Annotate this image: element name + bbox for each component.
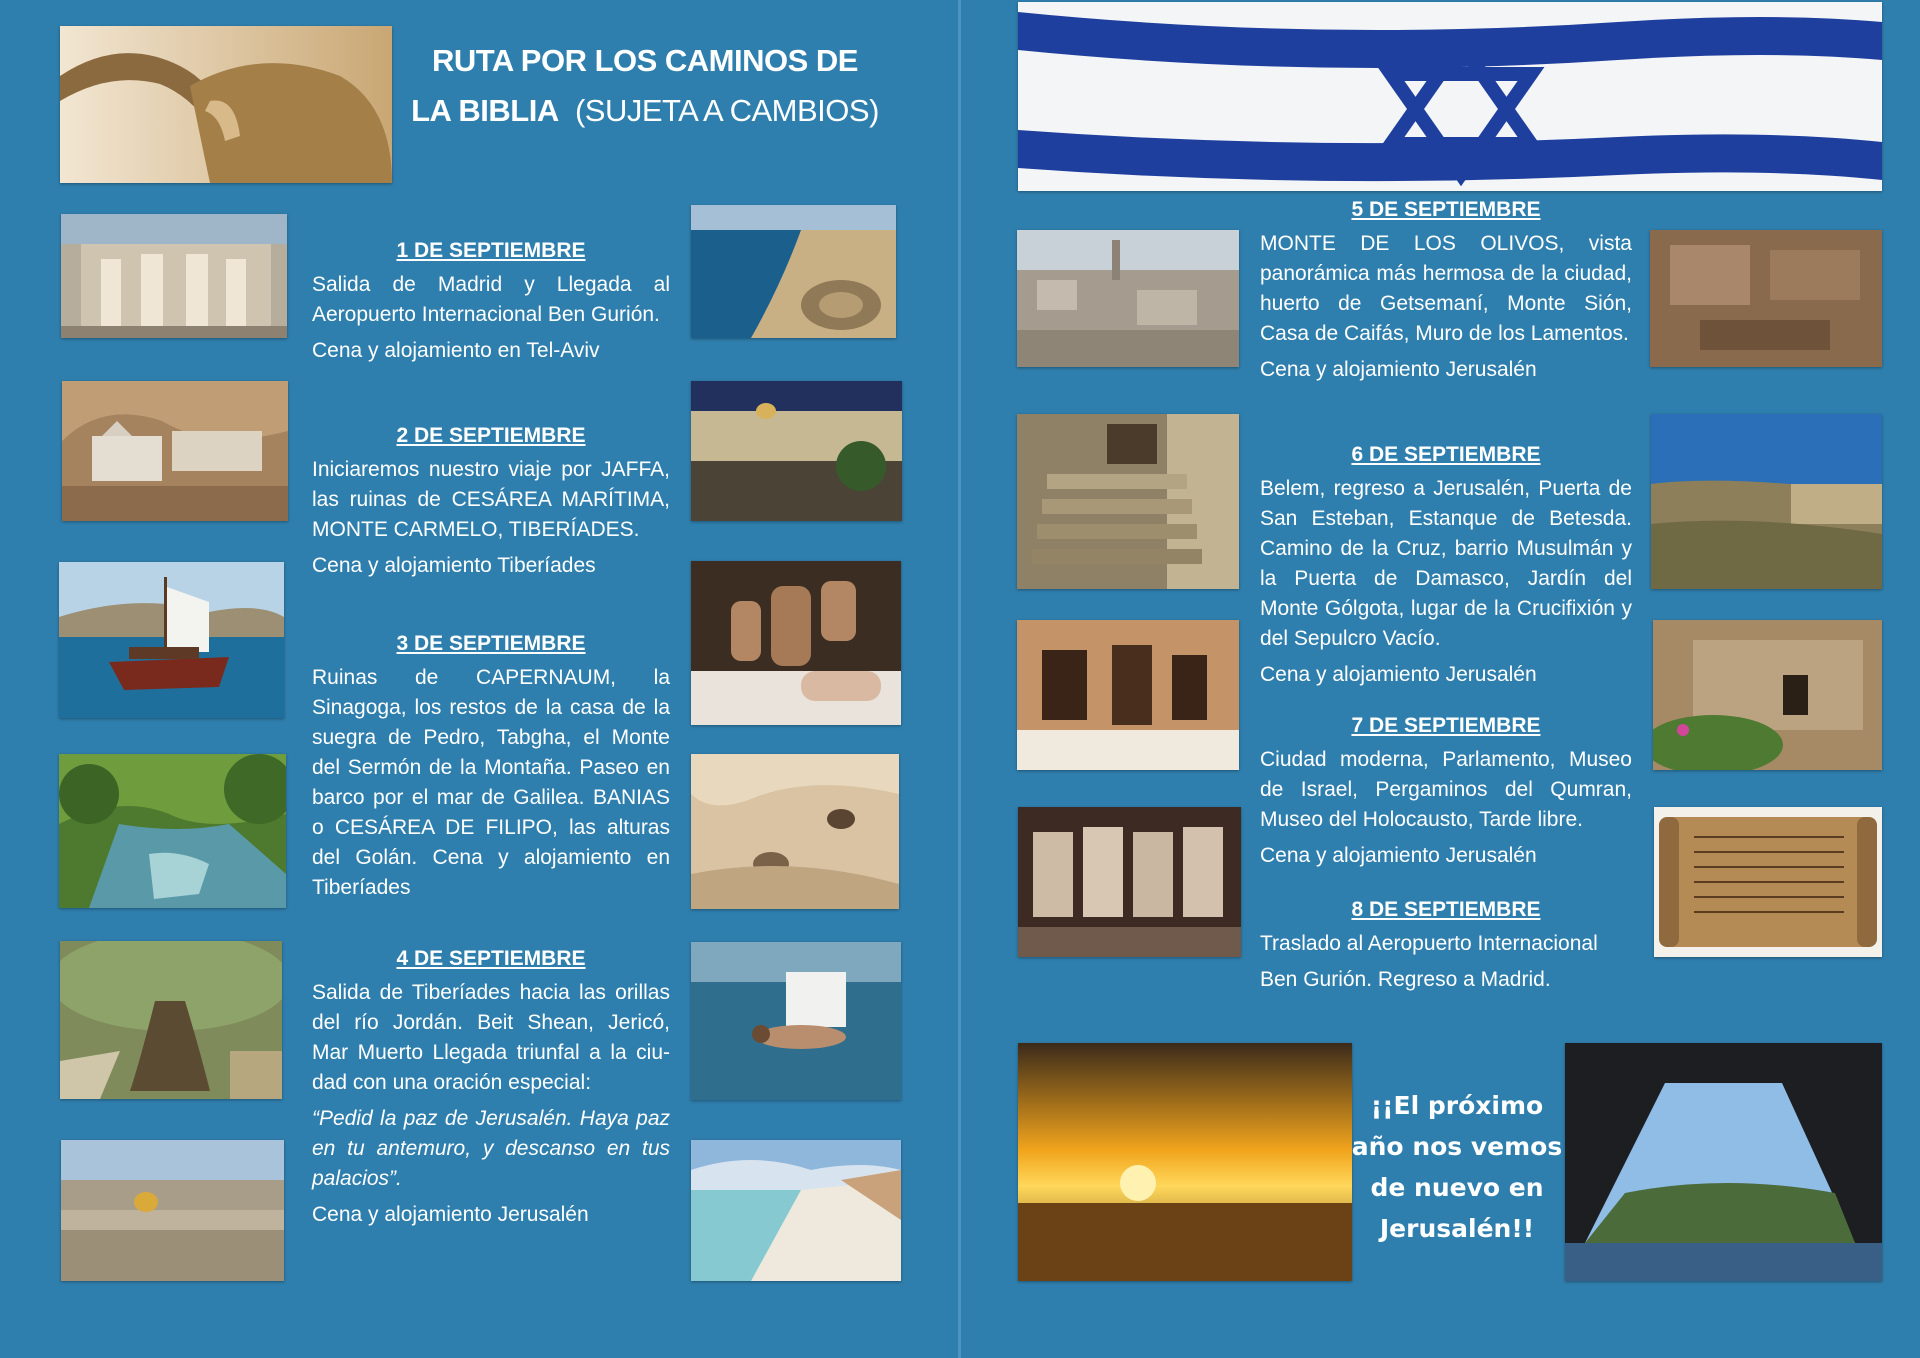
- title-line-2: [400, 86, 890, 136]
- day-7-description: Ciudad moderna, Parlamento, Museo de Israel, Pergaminos del Qumran, Museo del Holocausto, Tarde libre.: [1260, 748, 1632, 831]
- day-6-stay: Cena y alojamiento Jerusalén: [1260, 663, 1537, 686]
- brochure-title: [400, 36, 890, 136]
- israel-flag-image: [1018, 2, 1882, 191]
- day-3-heading: 3 DE SEPTIEMBRE: [396, 632, 586, 655]
- qumran-caves-photo: [691, 754, 899, 909]
- day-6-description: Belem, regreso a Jerusalén, Puerta de San Esteban, Estanque de Betesda. Camino de la Cruz, barrio Musulmán y la Puerta de Damasco, Jardín del Monte Gólgota, lugar de la Crucifixión y del Sepulcro Vacío.: [1260, 477, 1632, 650]
- western-wall-photo: [691, 381, 902, 521]
- dead-sea-float-photo: [691, 942, 901, 1100]
- day-8-block: [1260, 895, 1632, 995]
- day-8-line-2: Ben Gurión. Regreso a Madrid.: [1260, 968, 1551, 991]
- day-4-stay: Cena y alojamiento Jerusalén: [312, 1203, 589, 1226]
- ancient-ruins-photo: [1650, 230, 1882, 367]
- day-2-heading: 2 DE SEPTIEMBRE: [396, 424, 586, 447]
- day-3-block: [312, 629, 670, 903]
- day-2-description: Iniciaremos nuestro viaje por JAFFA, las ruinas de CESÁREA MARÍTIMA, MONTE CARMELO, TIBERÍADES.: [312, 458, 670, 541]
- old-city-photo: [1017, 230, 1239, 367]
- day-3-description: Ruinas de CAPERNAUM, la Sinagoga, los restos de la casa de la suegra de Pedro, Tabgha, el Monte del Sermón de la Montaña. Paseo en barco por el mar de Galilea. BANIAS o CESÁREA DE FILIPO, las alturas del Golán. Cena y alojamiento en Tiberíades: [312, 666, 670, 899]
- day-5-description: MONTE DE LOS OLIVOS, vista panorámica más hermosa de la ciudad, huerto de Getsemaní, Monte Sión, Casa de Caifás, Muro de los Lamentos.: [1260, 232, 1632, 345]
- closing-line-3: de nuevo en: [1370, 1173, 1544, 1202]
- temple-mount-wall-photo: [1651, 414, 1882, 589]
- closing-line-2: año nos vemos: [1351, 1132, 1563, 1161]
- page-fold: [958, 0, 961, 1358]
- caesarea-coast-photo: [691, 205, 896, 338]
- clay-jars-photo: [691, 561, 901, 725]
- day-1-block: [312, 236, 670, 366]
- day-4-block: [312, 944, 670, 1230]
- day-4-quote: “Pedid la paz de Jerusalén. Haya paz en tu antemuro, y descanso en tus palacios”.: [312, 1107, 670, 1190]
- day-5-heading: 5 DE SEPTIEMBRE: [1351, 198, 1541, 221]
- cave-chamber-photo: [1017, 620, 1239, 770]
- day-7-stay: Cena y alojamiento Jerusalén: [1260, 844, 1537, 867]
- title-line-1: RUTA POR LOS CAMINOS DE: [432, 43, 858, 78]
- capernaum-synagogue-photo: [61, 214, 287, 338]
- closing-line-1: ¡¡El próximo: [1370, 1091, 1544, 1120]
- title-line-2-bold: LA BIBLIA: [411, 93, 559, 128]
- yad-vashem-view-photo: [1565, 1043, 1882, 1281]
- day-5-block: [1260, 195, 1632, 385]
- scroll-photo: [1654, 807, 1882, 957]
- holocaust-museum-photo: [1018, 807, 1241, 957]
- day-7-heading: 7 DE SEPTIEMBRE: [1351, 714, 1541, 737]
- day-8-heading: 8 DE SEPTIEMBRE: [1351, 898, 1541, 921]
- day-7-block: [1260, 711, 1632, 871]
- jordan-river-photo: [59, 754, 286, 908]
- day-6-heading: 6 DE SEPTIEMBRE: [1351, 443, 1541, 466]
- dead-sea-salt-photo: [691, 1140, 901, 1281]
- day-1-heading: 1 DE SEPTIEMBRE: [396, 239, 586, 262]
- day-6-block: [1260, 440, 1632, 690]
- closing-message: [1346, 1085, 1568, 1249]
- day-5-stay: Cena y alojamiento Jerusalén: [1260, 358, 1537, 381]
- day-1-description: Salida de Madrid y Llegada al Aeropuerto Internacional Ben Gurión.: [312, 273, 670, 326]
- day-2-stay: Cena y alojamiento Tiberíades: [312, 554, 596, 577]
- boat-galilee-photo: [59, 562, 284, 718]
- title-line-2-sub: (SUJETA A CAMBIOS): [574, 93, 879, 128]
- garden-tomb-photo: [1653, 620, 1882, 770]
- closing-line-4: Jerusalén!!: [1379, 1214, 1535, 1243]
- stone-steps-photo: [1017, 414, 1239, 589]
- monastery-cliff-photo: [62, 381, 288, 521]
- jerusalem-sunset-photo: [1018, 1043, 1352, 1281]
- day-1-stay: Cena y alojamiento en Tel-Aviv: [312, 339, 600, 362]
- olive-tree-photo: [60, 941, 282, 1099]
- day-2-block: [312, 421, 670, 581]
- day-4-description: Salida de Tiberíades hacia las orillas del río Jordán. Beit Shean, Jericó, Mar Muerto Llegada triunfal a la ciu-dad con una oración especial:: [312, 981, 670, 1094]
- day-4-heading: 4 DE SEPTIEMBRE: [396, 947, 586, 970]
- jerusalem-panorama-photo: [61, 1140, 284, 1281]
- shofar-photo: [60, 26, 392, 183]
- day-8-line-1: Traslado al Aeropuerto Internacional: [1260, 932, 1598, 955]
